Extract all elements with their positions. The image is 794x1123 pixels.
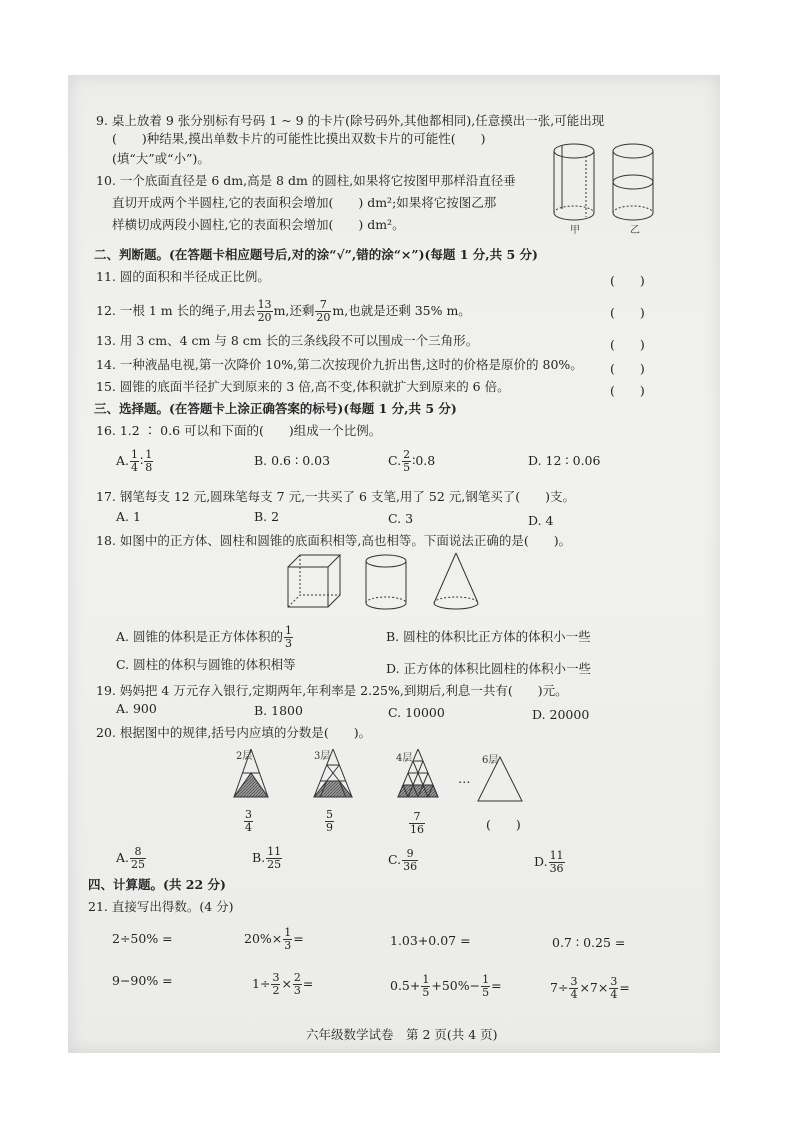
q12-text-pre: 12. 一根 1 m 长的绳子,用去	[96, 303, 256, 318]
q9-line1: 9. 桌上放着 9 张分别标有号码 1 ~ 9 的卡片(除号码外,其他都相同),任意摸出一张,可能出现	[96, 113, 605, 128]
q20-label-6-layers: 6层	[482, 755, 499, 766]
option-text: A. 圆锥的体积是正方体体积的	[116, 629, 283, 644]
calc-3: 1.03+0.07 =	[390, 933, 471, 948]
q20-fraction-2-layers	[243, 809, 254, 834]
denominator: 3	[293, 984, 301, 997]
q14-answer-paren: ( )	[610, 361, 645, 376]
q16-option-c	[388, 447, 435, 475]
denominator: 36	[549, 862, 564, 875]
q20-option-a	[116, 843, 147, 873]
numerator: 2	[293, 971, 301, 984]
q12-fraction-2	[315, 299, 331, 324]
expr-text: =	[302, 976, 314, 991]
calc-6	[252, 969, 313, 999]
numerator: 5	[326, 808, 333, 821]
q15: 15. 圆锥的底面半径扩大到原来的 3 倍,高不变,体积就扩大到原来的 6 倍。	[96, 379, 510, 394]
q15-answer-paren: ( )	[610, 383, 645, 398]
fraction	[144, 449, 153, 474]
page-footer: 六年级数学试卷 第 2 页(共 4 页)	[306, 1027, 498, 1042]
numerator: 7	[413, 810, 421, 823]
section4-heading: 四、计算题。(共 22 分)	[88, 877, 226, 892]
calc-8	[550, 973, 630, 1003]
denominator: 16	[410, 823, 424, 836]
fraction	[130, 449, 139, 474]
denominator: 5	[403, 461, 411, 474]
expr-text: ×7×	[579, 980, 609, 995]
numerator: 1	[145, 448, 153, 461]
q20-ellipsis: …	[458, 771, 471, 786]
figure-label-jia: 甲	[570, 225, 580, 236]
q19-option-d: D. 20000	[532, 707, 590, 722]
denominator: 3	[284, 637, 292, 650]
denominator: 4	[610, 988, 618, 1001]
q12-fraction-1	[257, 299, 273, 324]
denominator: 20	[257, 311, 272, 324]
expr-text: =	[491, 978, 502, 993]
q16: 16. 1.2 ∶ 0.6 可以和下面的( )组成一个比例。	[96, 423, 382, 438]
q18-option-c: C. 圆柱的体积与圆锥的体积相等	[116, 657, 296, 672]
numerator: 7	[319, 298, 327, 311]
q20-fraction-3-layers	[324, 809, 335, 834]
option-text: ∶0.8	[412, 453, 436, 468]
numerator: 1	[284, 624, 292, 637]
calc-1: 2÷50% =	[112, 931, 173, 946]
q12-text-post: m,也就是还剩 35% m。	[332, 303, 471, 318]
denominator: 5	[422, 986, 430, 999]
q12-answer-paren: ( )	[610, 305, 645, 320]
q20: 20. 根据图中的规律,括号内应填的分数是( )。	[96, 725, 372, 740]
q20-option-d	[534, 847, 566, 877]
denominator: 4	[570, 988, 578, 1001]
q19-option-b: B. 1800	[254, 703, 303, 718]
calc-5: 9−90% =	[112, 973, 173, 988]
option-letter: A.	[116, 850, 130, 865]
option-letter: D.	[534, 854, 548, 869]
q17-option-b: B. 2	[254, 509, 280, 524]
q20-option-c	[388, 845, 419, 875]
denominator: 4	[131, 461, 139, 474]
fraction	[402, 449, 411, 474]
q14: 14. 一种液晶电视,第一次降价 10%,第二次按现价九折出售,这时的价格是原价的 80%。	[96, 357, 583, 372]
q11-answer-paren: ( )	[610, 273, 645, 288]
option-letter: C.	[388, 852, 402, 867]
q18-option-a	[116, 623, 294, 651]
numerator: 1	[422, 973, 430, 986]
numerator: 3	[610, 975, 618, 988]
q9-line3: (填“大”或“小”)。	[112, 151, 210, 166]
numerator: 3	[570, 975, 578, 988]
q18: 18. 如图中的正方体、圆柱和圆锥的底面积相等,高也相等。下面说法正确的是( )。	[96, 533, 572, 548]
denominator: 8	[145, 461, 153, 474]
section3-heading: 三、选择题。(在答题卡上涂正确答案的标号)(每题 1 分,共 5 分)	[94, 401, 457, 416]
q18-option-d: D. 正方体的体积比圆柱的体积小一些	[386, 661, 592, 676]
expr-text: =	[293, 931, 304, 946]
q17-option-d: D. 4	[528, 513, 554, 528]
q17-option-c: C. 3	[388, 511, 414, 526]
numerator: 13	[257, 298, 272, 311]
q13-answer-paren: ( )	[610, 337, 645, 352]
q13: 13. 用 3 cm、4 cm 与 8 cm 长的三条线段不可以围成一个三角形。	[96, 333, 479, 348]
q20-label-3-layers: 3层	[314, 751, 331, 762]
denominator: 36	[403, 860, 418, 873]
expr-text: 0.5+	[390, 978, 421, 993]
q19-option-c: C. 10000	[388, 705, 445, 720]
q16-option-b: B. 0.6 ∶ 0.03	[254, 453, 331, 468]
numerator: 1	[482, 973, 490, 986]
numerator: 9	[406, 847, 414, 860]
cylinder-figures	[548, 139, 658, 231]
q10-line1: 10. 一个底面直径是 6 dm,高是 8 dm 的圆柱,如果将它按图甲那样沿直径垂	[96, 173, 516, 188]
figure-label-yi: 乙	[630, 225, 640, 236]
q9-line2: ( )种结果,摸出单数卡片的可能性比摸出双数卡片的可能性( )	[112, 131, 486, 146]
numerator: 1	[284, 926, 292, 939]
ratio-sign: ∶	[140, 453, 144, 468]
denominator: 4	[245, 821, 252, 834]
q20-fraction-4-layers	[408, 811, 426, 836]
expr-text: +50%−	[431, 978, 481, 993]
expr-text: 7÷	[550, 980, 569, 995]
expr-text: ×	[281, 976, 292, 991]
section2-heading: 二、判断题。(在答题卡相应题号后,对的涂“√”,错的涂“×”)(每题 1 分,共 5 分)	[94, 247, 538, 262]
numerator: 11	[549, 849, 564, 862]
q11: 11. 圆的面积和半径成正比例。	[96, 269, 270, 284]
calc-2	[244, 925, 304, 953]
q18-option-b: B. 圆柱的体积比正方体的体积小一些	[386, 629, 591, 644]
q19: 19. 妈妈把 4 万元存入银行,定期两年,年利率是 2.25%,到期后,利息一共有( )元。	[96, 683, 568, 698]
option-letter: C.	[388, 453, 402, 468]
q20-label-4-layers: 4层	[396, 753, 413, 764]
exam-page-photo	[68, 75, 720, 1053]
q20-blank-paren: ( )	[486, 817, 521, 832]
denominator: 3	[284, 939, 292, 952]
solid-shapes-figure	[282, 551, 552, 613]
numerator: 8	[134, 845, 142, 858]
q20-label-2-layers: 2层	[236, 751, 253, 762]
numerator: 3	[272, 971, 280, 984]
denominator: 5	[482, 986, 490, 999]
q12-text-mid: m,还剩	[273, 303, 315, 318]
denominator: 20	[316, 311, 331, 324]
numerator: 11	[267, 845, 282, 858]
q17: 17. 钢笔每支 12 元,圆珠笔每支 7 元,一共买了 6 支笔,用了 52 元,钢笔买了( )支。	[96, 489, 576, 504]
numerator: 3	[245, 808, 252, 821]
calc-4: 0.7 ∶ 0.25 =	[552, 935, 626, 950]
triangle-pattern-figure	[228, 749, 548, 809]
numerator: 2	[403, 448, 411, 461]
fraction	[284, 625, 293, 650]
q10-line3: 样横切成两段小圆柱,它的表面积会增加( ) dm²。	[112, 217, 405, 232]
q10-line2: 直切开成两个半圆柱,它的表面积会增加( ) dm²;如果将它按图乙那	[112, 195, 497, 210]
calc-7	[390, 971, 502, 1001]
numerator: 1	[131, 448, 139, 461]
q17-option-a: A. 1	[116, 509, 141, 524]
expr-text: 1÷	[252, 976, 271, 991]
q19-option-a: A. 900	[116, 701, 157, 716]
denominator: 25	[267, 858, 282, 871]
q21: 21. 直接写出得数。(4 分)	[88, 899, 234, 914]
q16-option-d: D. 12 ∶ 0.06	[528, 453, 601, 468]
q16-option-a	[116, 447, 154, 475]
expr-text: =	[619, 980, 630, 995]
option-letter: B.	[252, 850, 266, 865]
q20-option-b	[252, 843, 283, 873]
denominator: 25	[131, 858, 146, 871]
q12	[96, 297, 471, 325]
expr-text: 20%×	[244, 931, 283, 946]
option-letter: A.	[116, 453, 130, 468]
denominator: 2	[272, 984, 280, 997]
denominator: 9	[326, 821, 333, 834]
